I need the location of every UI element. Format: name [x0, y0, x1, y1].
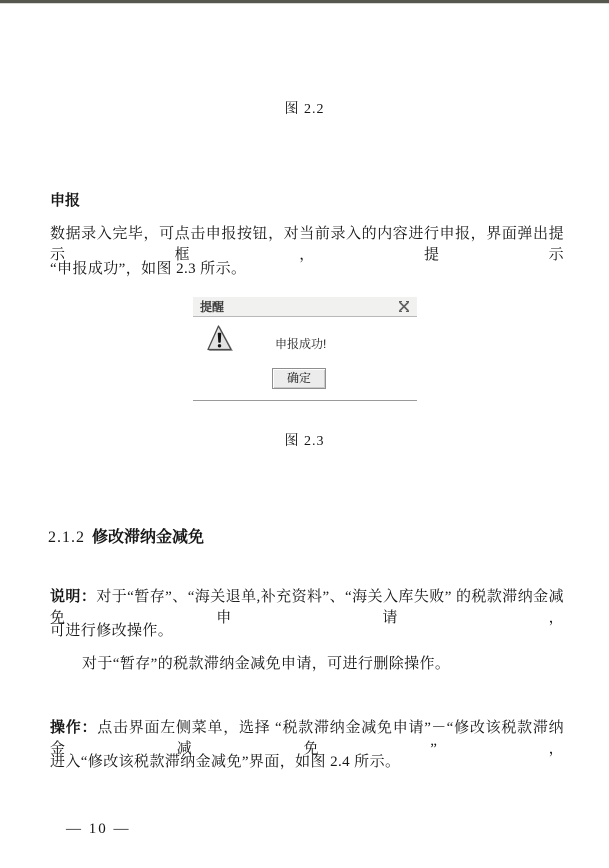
shuoming-label: 说明： [50, 588, 97, 605]
dialog-message: 申报成功! [275, 337, 327, 351]
figure-2-2-caption: 图 2.2 [284, 102, 325, 117]
footer-page-number: — 10 — [66, 821, 131, 837]
heading-shenbao: 申报 [50, 192, 81, 209]
paragraph-shuoming-line3: 对于“暂存”的税款滞纳金减免申请，可进行删除操作。 [82, 656, 451, 672]
shuoming-text: 对于“暂存”、“海关退单,补充资料”、“海关入库失败” 的税款滞纳金减免申请， [50, 589, 564, 626]
alert-dialog-screenshot [193, 297, 417, 401]
ok-button[interactable]: 确定 [272, 368, 326, 389]
close-icon[interactable] [398, 301, 410, 312]
paragraph-shuoming-line2: 可进行修改操作。 [50, 623, 174, 639]
dialog-body [193, 317, 417, 400]
page-top-border [0, 0, 609, 4]
paragraph-shenbao-line1: 数据录入完毕，可点击申报按钮，对当前录入的内容进行申报，界面弹出提示框，提示 [50, 226, 564, 263]
paragraph-shenbao-line2: “申报成功”，如图 2.3 所示。 [50, 261, 247, 277]
caozuo-text: 点击界面左侧菜单，选择 “税款滞纳金减免申请”－“修改该税款滞纳金减免”， [50, 720, 565, 757]
dialog-title: 提醒 [200, 300, 225, 314]
section-number: 2.1.2 [48, 529, 85, 546]
paragraph-caozuo-line2: 进入“修改该税款滞纳金减免”界面，如图 2.4 所示。 [50, 754, 401, 770]
section-heading-2-1-2 [48, 524, 204, 547]
section-title: 修改滞纳金减免 [92, 529, 205, 546]
dialog-titlebar [193, 297, 417, 317]
warning-icon [205, 325, 235, 354]
figure-2-3-caption: 图 2.3 [284, 434, 325, 449]
caozuo-label: 操作： [50, 719, 98, 736]
